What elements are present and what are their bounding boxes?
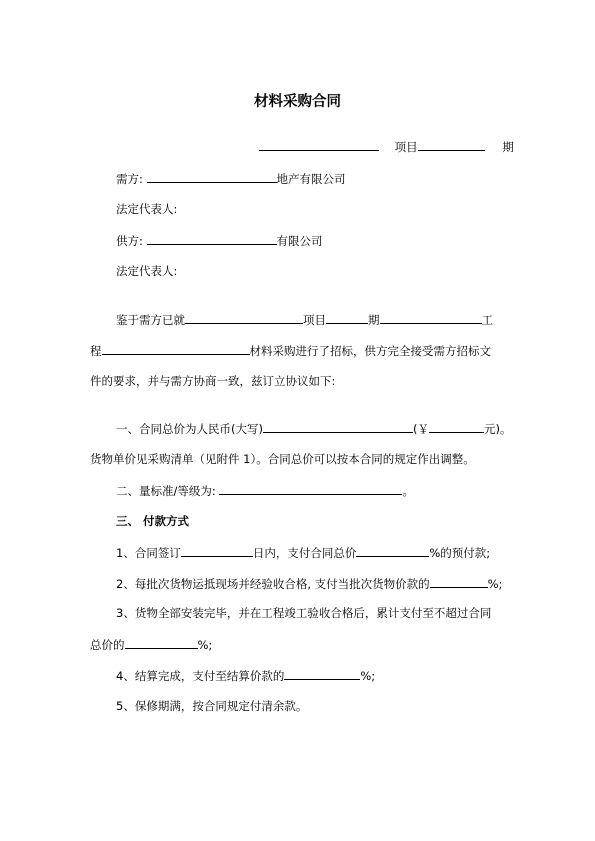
blank-field bbox=[429, 421, 484, 433]
blank-field bbox=[284, 668, 360, 680]
blank-field bbox=[326, 312, 368, 324]
payment-item-3: 3、货物全部安装完毕，并在工程竣工验收合格后，累计支付至不超过合同 bbox=[116, 606, 492, 620]
intro-line-2 bbox=[90, 343, 491, 358]
payment-item-3-cont bbox=[90, 637, 212, 652]
intro-line-1 bbox=[116, 312, 493, 327]
clause-text: 元)。 bbox=[483, 422, 512, 436]
blank-field bbox=[125, 637, 198, 649]
buyer-label: 需方: bbox=[116, 172, 143, 186]
payment-item-4 bbox=[116, 668, 375, 683]
clause-3-heading: 三、 付款方式 bbox=[116, 514, 190, 528]
buyer-suffix: 地产有限公司 bbox=[276, 172, 346, 186]
intro-text: 鉴于需方已就 bbox=[116, 313, 185, 327]
intro-text: 材料采购进行了招标，供方完全接受需方招标文 bbox=[249, 344, 491, 358]
clause-text: %的预付款; bbox=[429, 546, 491, 560]
clause-text: 。 bbox=[402, 484, 414, 498]
blank-field bbox=[185, 312, 303, 324]
payment-item-1 bbox=[116, 545, 490, 560]
doc-title: 材料采购合同 bbox=[254, 94, 341, 110]
clause-text: %; bbox=[360, 669, 376, 683]
payment-item-2 bbox=[116, 576, 502, 591]
blank-field bbox=[147, 233, 277, 245]
clause-text: 4、结算完成，支付至结算价款的 bbox=[116, 669, 285, 683]
header-project: 项目 bbox=[394, 140, 418, 154]
payment-item-5: 5、保修期满，按合同规定付清余款。 bbox=[116, 699, 308, 713]
header-phase: 期 bbox=[502, 140, 514, 154]
blank-field bbox=[219, 483, 402, 495]
blank-field bbox=[430, 576, 488, 588]
blank-field bbox=[263, 421, 413, 433]
buyer-rep: 法定代表人: bbox=[116, 202, 178, 216]
clause-1-line bbox=[116, 421, 511, 436]
blank-field bbox=[181, 545, 253, 557]
clause-text: %; bbox=[487, 577, 503, 591]
clause-text: 1、合同签订 bbox=[116, 546, 181, 560]
blank-field bbox=[356, 545, 429, 557]
blank-field bbox=[259, 139, 379, 151]
clause-2-line bbox=[116, 483, 414, 498]
clause-1-note: 货物单价见采购清单（见附件 1）。合同总价可以按本合同的规定作出调整。 bbox=[90, 452, 475, 466]
clause-text: %; bbox=[197, 638, 213, 652]
buyer-line bbox=[116, 171, 346, 186]
intro-text: 期 bbox=[368, 313, 380, 327]
blank-field bbox=[147, 171, 277, 183]
blank-field bbox=[102, 343, 250, 355]
intro-text: 项目 bbox=[303, 313, 326, 327]
blank-field bbox=[418, 139, 485, 151]
intro-line-3: 件的要求，并与需方协商一致，兹订立协议如下: bbox=[90, 374, 336, 388]
clause-text: 日内，支付合同总价 bbox=[252, 546, 357, 560]
supplier-label: 供方: bbox=[116, 234, 143, 248]
intro-text: 工 bbox=[481, 313, 493, 327]
clause-text: (￥ bbox=[412, 422, 429, 436]
intro-text: 程 bbox=[90, 344, 102, 358]
supplier-line bbox=[116, 233, 323, 248]
clause-text: 一、合同总价为人民币(大写) bbox=[116, 422, 263, 436]
clause-text: 二、量标准/等级为: bbox=[116, 484, 216, 498]
clause-text: 总价的 bbox=[90, 638, 125, 652]
header-line bbox=[259, 139, 514, 154]
supplier-rep: 法定代表人: bbox=[116, 264, 178, 278]
clause-text: 2、每批次货物运抵现场并经验收合格, 支付当批次货物价款的 bbox=[116, 577, 430, 591]
blank-field bbox=[380, 312, 482, 324]
supplier-suffix: 有限公司 bbox=[276, 234, 323, 248]
